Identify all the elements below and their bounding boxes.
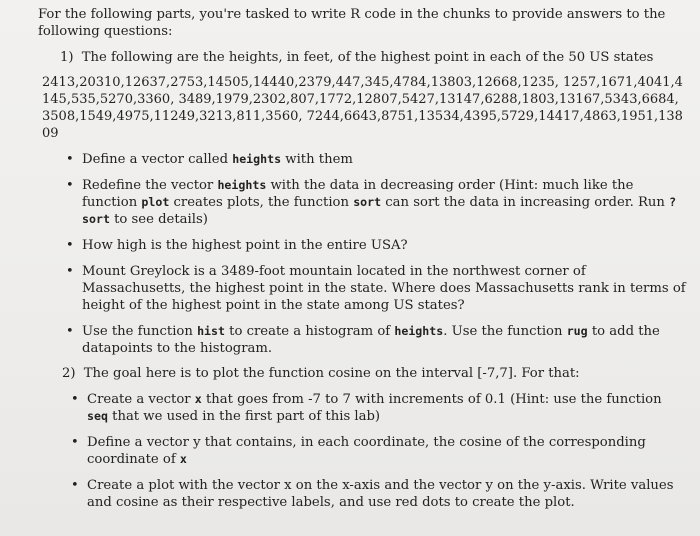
- question-1-bullet-list: [38, 151, 686, 357]
- question-2-heading: [62, 365, 686, 382]
- bullet-dot: •: [66, 178, 74, 193]
- bullet-dot: •: [66, 152, 74, 167]
- bullet-text: Define a vector called heights with them: [82, 152, 353, 167]
- q1-bullet-define-vector: [38, 151, 686, 168]
- bullet-dot: •: [66, 238, 74, 253]
- bullet-dot: •: [66, 264, 74, 279]
- q1-bullet-sort-vector: [38, 177, 686, 228]
- intro-paragraph: For the following parts, you're tasked to write R code in the chunks to provide answers to the following questions:: [38, 7, 666, 39]
- bullet-text: Redefine the vector heights with the data in decreasing order (Hint: much like the function plot creates plots, the function sort can sort the data in increasing order. Run ?sort to see details): [82, 178, 677, 227]
- question-2-text: The goal here is to plot the function cosine on the interval [-7,7]. For that:: [83, 366, 580, 381]
- q1-bullet-histogram: [38, 323, 686, 357]
- bullet-text: Create a vector x that goes from -7 to 7 with increments of 0.1 (Hint: use the function seq that we used in the first part of this lab): [87, 392, 662, 424]
- q1-bullet-highest-point: [38, 237, 686, 254]
- bullet-dot: •: [71, 478, 79, 493]
- question-1-number: 1): [60, 50, 74, 65]
- q1-bullet-mount-greylock: [38, 263, 686, 314]
- question-1-text: The following are the heights, in feet, of the highest point in each of the 50 US states: [81, 50, 654, 65]
- question-2-bullet-list: [38, 391, 686, 511]
- bullet-text: Create a plot with the vector x on the x-axis and the vector y on the y-axis. Write values and cosine as their respective labels, and use red dots to create the plot.: [87, 478, 674, 510]
- bullet-text: Mount Greylock is a 3489-foot mountain located in the northwest corner of Massachusetts, the highest point in the state. Where does Massachusetts rank in terms of height of the highest point in the state among US states?: [82, 264, 686, 313]
- bullet-text: How high is the highest point in the entire USA?: [82, 238, 408, 253]
- bullet-text: Use the function hist to create a histogram of heights. Use the function rug to add the datapoints to the histogram.: [82, 324, 660, 356]
- heights-data: 2413,20310,12637,2753,14505,14440,2379,447,345,4784,13803,12668,1235, 1257,1671,4041,4145,535,5270,3360, 3489,1979,2302,807,1772,12807,5427,13147,6288,1803,13167,5343,6684,3508,1549,4975,11249,3213,811,3560, 7244,6643,8751,13534,4395,5729,14417,4863,1951,13809: [42, 75, 683, 141]
- bullet-dot: •: [71, 435, 79, 450]
- q2-bullet-create-plot: [38, 477, 686, 511]
- bullet-text: Define a vector y that contains, in each coordinate, the cosine of the corresponding coordinate of x: [87, 435, 646, 467]
- question-2-number: 2): [62, 366, 76, 381]
- question-1-heading: [60, 49, 686, 66]
- bullet-dot: •: [71, 392, 79, 407]
- document-page: [38, 6, 686, 511]
- q2-bullet-define-y: [38, 434, 686, 468]
- bullet-dot: •: [66, 324, 74, 339]
- q2-bullet-create-x: [38, 391, 686, 425]
